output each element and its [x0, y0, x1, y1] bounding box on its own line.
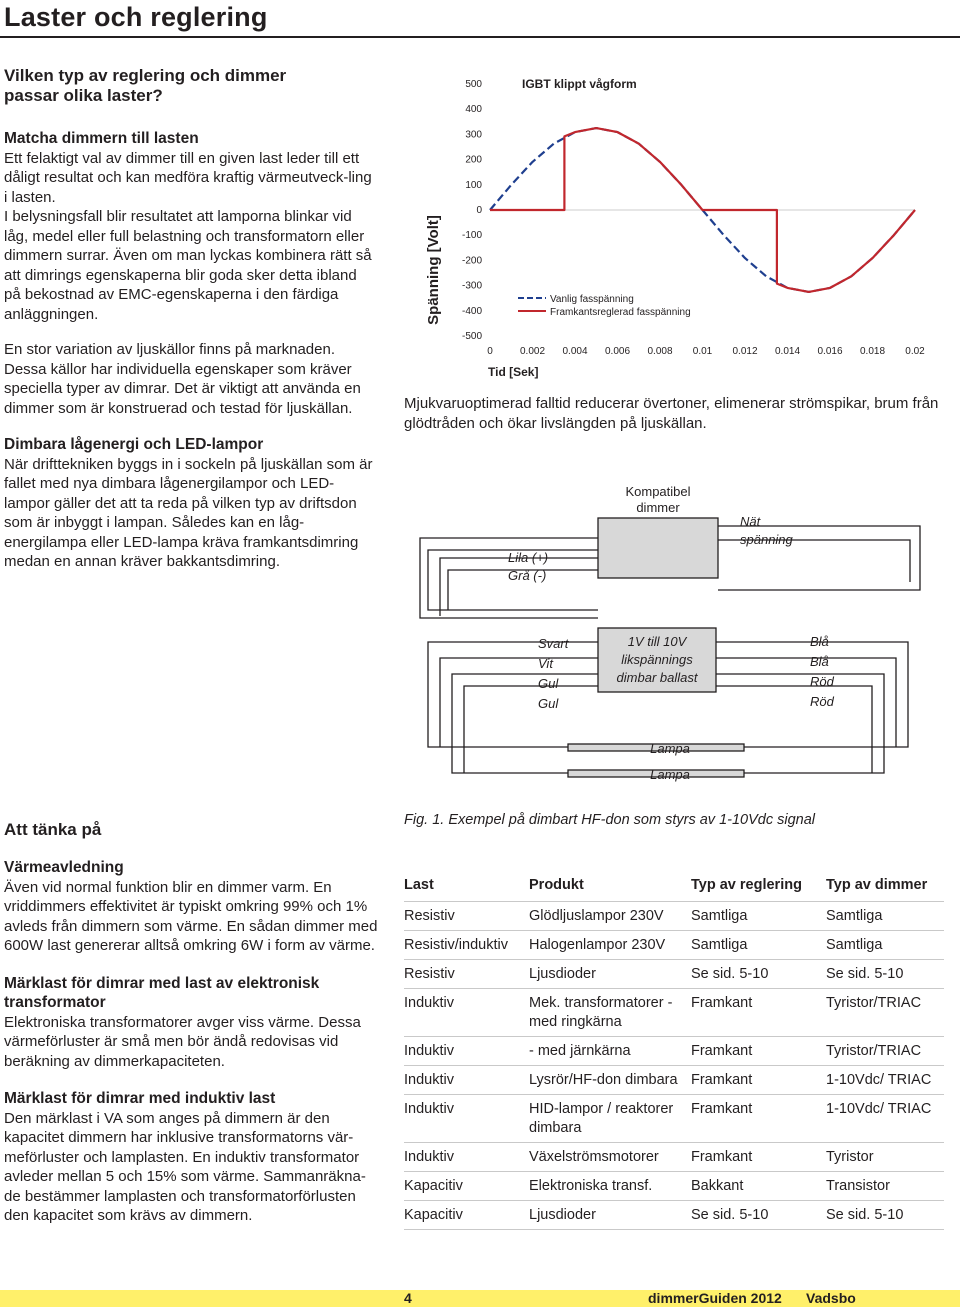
table-row — [404, 1095, 944, 1143]
y-tick-label: 500 — [465, 79, 482, 90]
heat-heading: Värmeavledning — [4, 859, 124, 876]
led-section — [4, 435, 376, 572]
table-cell: Ljusdioder — [529, 1207, 596, 1223]
purple-wire-label: Lila (+) — [508, 550, 549, 565]
match-heading: Matcha dimmern till lasten — [4, 130, 199, 147]
load-table-container — [404, 868, 944, 1230]
left-wire-label: Gul — [538, 676, 559, 691]
ballast-label-3: dimbar ballast — [616, 670, 698, 685]
figure-caption: Fig. 1. Exempel på dimbart HF-don som styrs av 1-10Vdc signal — [404, 812, 815, 828]
table-cell: Framkant — [691, 1072, 753, 1088]
table-cell: Växelströmsmotorer — [529, 1149, 659, 1165]
lamp-label-2: Lampa — [650, 767, 690, 782]
net-label-2: spänning — [740, 532, 793, 547]
table-header-cell: Produkt — [529, 877, 584, 893]
waveform-chart — [400, 70, 960, 388]
table-row — [404, 1037, 944, 1066]
table-cell: 1-10Vdc/ TRIAC — [826, 1101, 932, 1117]
table-cell: Tyristor/TRIAC — [826, 995, 922, 1011]
intro-question: Vilken typ av reglering och dimmer passar olika laster? — [4, 66, 287, 105]
table-cell: Resistiv — [404, 908, 455, 924]
table-cell: Kapacitiv — [404, 1178, 463, 1194]
y-tick-label: 0 — [476, 205, 482, 216]
table-cell: HID-lampor / reaktorer dimbara — [529, 1101, 674, 1136]
x-tick-label: 0.014 — [774, 346, 801, 357]
x-tick-label: 0.002 — [519, 346, 546, 357]
match-section — [4, 129, 376, 324]
table-cell: Samtliga — [691, 937, 748, 953]
electronic-heading: Märklast för dimrar med last av elektronisk transformator — [4, 974, 320, 1011]
net-label-1: Nät — [740, 514, 761, 529]
table-row — [404, 989, 944, 1037]
y-tick-label: -300 — [461, 280, 482, 292]
load-table — [404, 868, 944, 1230]
table-cell: Glödljuslampor 230V — [529, 908, 664, 924]
y-tick-label: -400 — [461, 305, 482, 317]
variation-paragraph: En stor variation av ljuskällor finns på marknaden. Dessa källor har individuella egenskaper som kräver speciella typer av dimrar. Det är viktigt att använda en dimmer som är konstruerad och testad för ljuskällan. — [4, 341, 361, 417]
table-cell: Ljusdioder — [529, 966, 596, 982]
table-cell: Transistor — [826, 1178, 890, 1194]
x-tick-label: 0.012 — [732, 346, 758, 357]
table-row — [404, 931, 944, 960]
table-cell: Induktiv — [404, 1043, 454, 1059]
led-paragraph: När drifttekniken byggs in i sockeln på ljuskällan som är fallet med nya dimbara lågenergilampor och LED-lampor gäller det att ta reda på vilken typ av driftsdon som är inbyggt i lampan. Således kan en låg-energilampa eller LED-lampa kräva framkantsdimring medan en annan kräver bakkantsdimring. — [4, 455, 373, 570]
x-tick-label: 0.008 — [647, 346, 673, 357]
table-cell: Se sid. 5-10 — [826, 1207, 904, 1223]
left-wire-label: Svart — [538, 636, 569, 651]
table-cell: Se sid. 5-10 — [691, 1207, 769, 1223]
table-cell: Induktiv — [404, 1072, 454, 1088]
inductive-heading: Märklast för dimrar med induktiv last — [4, 1090, 276, 1107]
chart-caption: Mjukvaruoptimerad falltid reducerar övertoner, elimenerar strömspikar, brum från glödtråden och ökar livslängden på ljuskällan. — [404, 395, 939, 432]
x-tick-label: 0.016 — [817, 346, 843, 357]
table-cell: Samtliga — [691, 908, 748, 924]
left-wire-label: Vit — [538, 656, 553, 671]
table-row — [404, 1143, 944, 1172]
right-wire-label: Blå — [810, 654, 829, 669]
right-wire-label: Röd — [810, 694, 834, 709]
footer-guide: dimmerGuiden 2012 — [648, 1290, 782, 1306]
lamp-label-1: Lampa — [650, 741, 690, 756]
table-cell: Bakkant — [691, 1178, 744, 1194]
table-cell: Lysrör/HF-don dimbara — [529, 1072, 678, 1088]
table-cell: Framkant — [691, 1043, 753, 1059]
table-row — [404, 1066, 944, 1095]
table-cell: Induktiv — [404, 1149, 454, 1165]
y-tick-label: -500 — [461, 331, 482, 342]
dimmer-label-2: dimmer — [636, 500, 680, 515]
table-cell: Tyristor/TRIAC — [826, 1043, 922, 1059]
footer-brand: Vadsbo — [806, 1290, 856, 1306]
page-title: Laster och reglering — [4, 2, 268, 32]
tips-body — [4, 858, 380, 1226]
table-cell: Samtliga — [826, 908, 883, 924]
dimmer-label-1: Kompatibel — [625, 484, 691, 499]
table-header-row — [404, 868, 944, 902]
table-row — [404, 960, 944, 989]
heat-paragraph: Även vid normal funktion blir en dimmer varm. En vriddimmers effektivitet är typiskt omkring 99% och 1% avleds från dimmern som värme. En sådan dimmer med 600W last genererar alltså omkring 6W i form av värme. — [4, 878, 378, 954]
table-cell: Se sid. 5-10 — [826, 966, 904, 982]
chart-xlabel: Tid [Sek] — [488, 365, 539, 379]
table-cell: Framkant — [691, 1149, 753, 1165]
dimmer-box — [598, 518, 718, 578]
y-tick-label: -200 — [461, 255, 482, 267]
chart-title: IGBT klippt vågform — [522, 77, 637, 91]
table-cell: Elektroniska transf. — [529, 1178, 653, 1194]
match-paragraph-2: I belysningsfall blir resultatet att lamporna blinkar vid låg, medel eller full belastning och transformatorn eller dimmern surrar. Även om man lyckas kombinera rätt så att dimrings egenskaperna blir goda sker detta ibland på bekostnad av EMC-egenskaperna i den färdiga anläggningen. — [4, 208, 372, 323]
y-tick-label: 400 — [465, 104, 482, 116]
table-cell: Tyristor — [826, 1149, 874, 1165]
table-cell: - med järnkärna — [529, 1043, 631, 1059]
inductive-paragraph: Den märklast i VA som anges på dimmern är den kapacitet dimmern har inklusive transformatorns vär-meförluster och lamplasten. En induktiv transformator avleder mellan 5 och 15% som värme. Sammanräkna-de bestämmer lamplasten och transformatorförlusten den kapacitet som krävs av dimmern. — [4, 1109, 366, 1224]
table-row — [404, 902, 944, 931]
table-cell: Resistiv — [404, 966, 455, 982]
y-tick-label: 200 — [465, 154, 482, 166]
chart-ylabel: Spänning [Volt] — [425, 215, 442, 325]
x-tick-label: 0.004 — [562, 346, 588, 357]
table-row — [404, 1201, 944, 1230]
ballast-label-1: 1V till 10V — [627, 634, 687, 649]
legend-label-1: Framkantsreglerad fasspänning — [550, 307, 691, 318]
grey-wire-label: Grå (-) — [508, 568, 547, 583]
table-cell: Induktiv — [404, 995, 454, 1011]
page-number: 4 — [404, 1290, 412, 1306]
x-tick-label: 0.018 — [859, 346, 886, 357]
x-tick-label: 0.01 — [692, 346, 713, 357]
ballast-label-2: likspännings — [621, 652, 693, 667]
table-cell: Kapacitiv — [404, 1207, 463, 1223]
right-wire-label: Röd — [810, 674, 834, 689]
x-tick-label: 0.02 — [905, 346, 925, 357]
table-cell: 1-10Vdc/ TRIAC — [826, 1072, 932, 1088]
led-heading: Dimbara lågenergi och LED-lampor — [4, 436, 264, 453]
x-tick-label: 0 — [487, 346, 493, 357]
table-cell: Halogenlampor 230V — [529, 937, 666, 953]
y-tick-label: 300 — [465, 129, 482, 141]
header-rule — [0, 36, 960, 38]
legend-label-0: Vanlig fasspänning — [550, 294, 634, 305]
table-header-cell: Last — [404, 877, 434, 893]
y-tick-label: 100 — [465, 179, 482, 191]
table-cell: Resistiv/induktiv — [404, 937, 508, 953]
table-cell: Framkant — [691, 995, 753, 1011]
wiring-diagram — [400, 470, 960, 790]
table-header-cell: Typ av dimmer — [826, 877, 928, 893]
table-cell: Mek. transformatorer - med ringkärna — [529, 995, 673, 1030]
match-paragraph-1: Ett felaktigt val av dimmer till en given last leder till ett dåligt resultat och kan medföra kraftig värmeutveck-ling i lasten. — [4, 149, 372, 206]
right-wire-label: Blå — [810, 634, 829, 649]
left-wire-label: Gul — [538, 696, 559, 711]
table-cell: Induktiv — [404, 1101, 454, 1117]
table-header-cell: Typ av reglering — [691, 877, 802, 893]
table-cell: Framkant — [691, 1101, 753, 1117]
electronic-paragraph: Elektroniska transformatorer avger viss värme. Dessa värmeförluster är små men bör ändå redovisas vid beräkning av dimmerkapaciteten. — [4, 1013, 361, 1070]
table-row — [404, 1172, 944, 1201]
table-cell: Samtliga — [826, 937, 883, 953]
y-tick-label: -100 — [461, 230, 482, 242]
table-cell: Se sid. 5-10 — [691, 966, 769, 982]
tips-heading: Att tänka på — [4, 820, 102, 839]
x-tick-label: 0.006 — [604, 346, 631, 357]
